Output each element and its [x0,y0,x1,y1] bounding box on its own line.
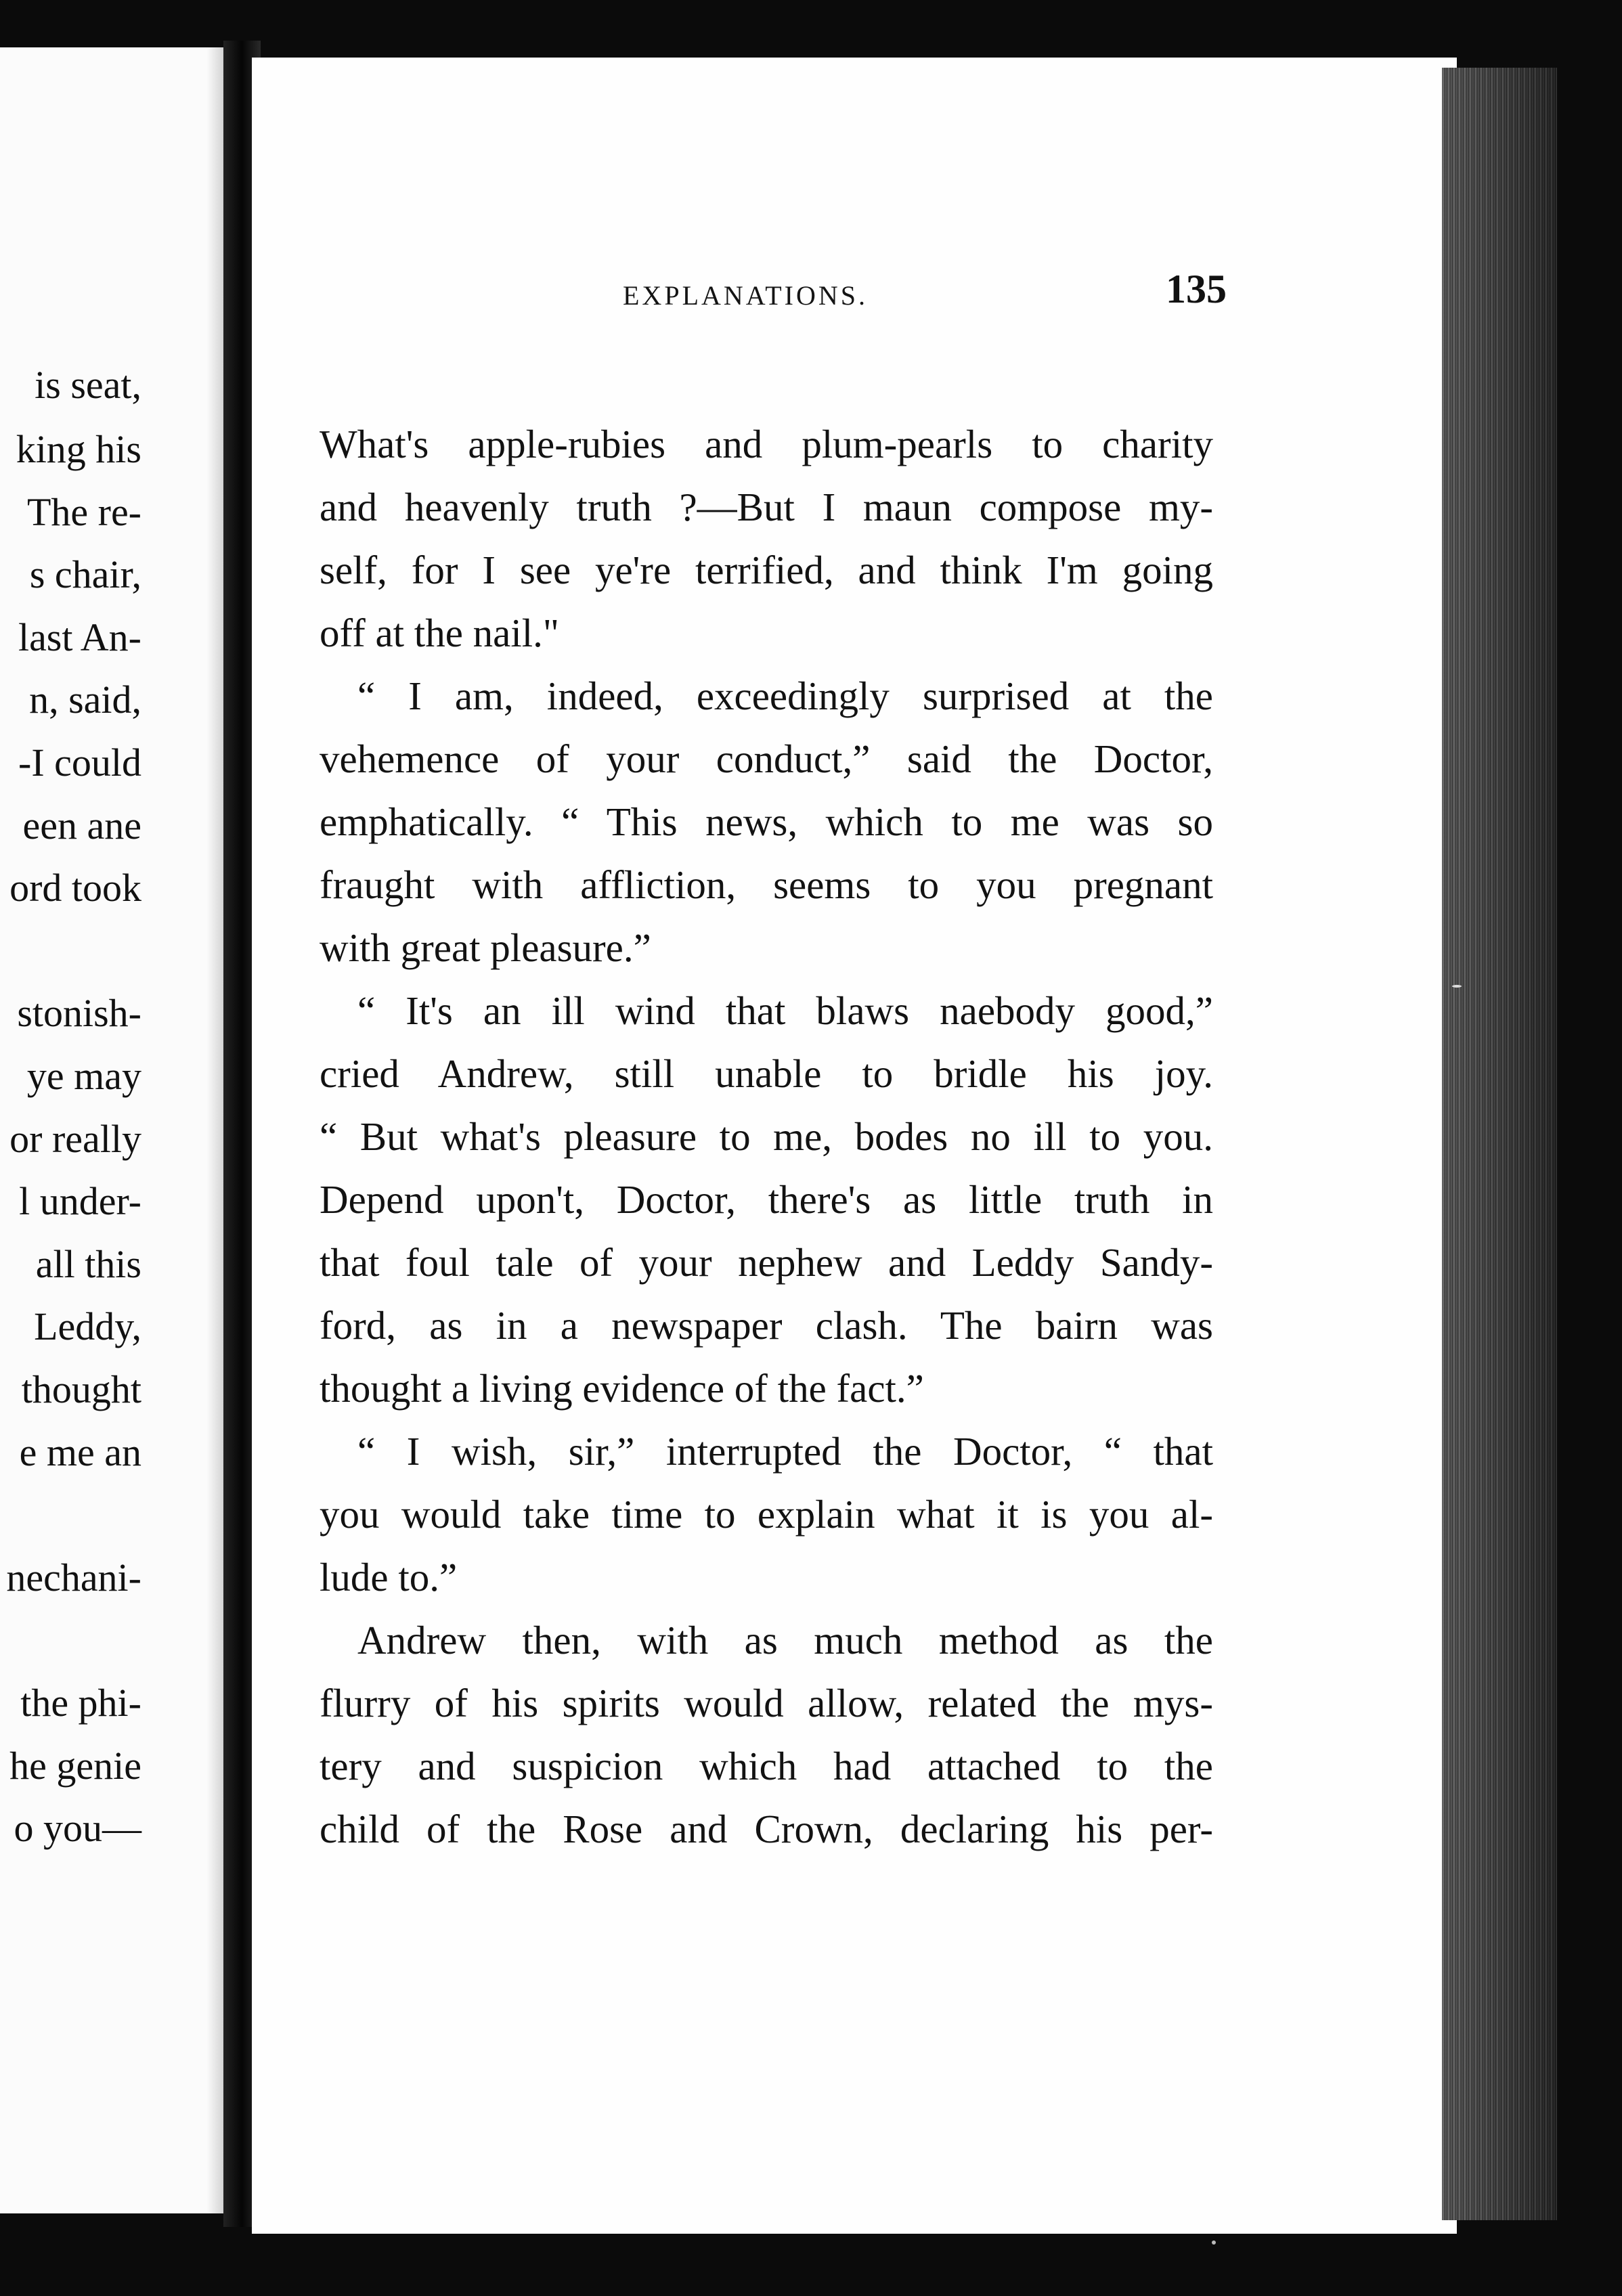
left-page-line: s chair, [29,552,141,596]
left-page-line: thought [21,1367,141,1411]
left-page-line: he genie [9,1744,141,1788]
text-line: and heavenly truth ?—But I maun compose my- [320,485,1213,529]
text-line: self, for I see ye're terrified, and think I'm going [320,548,1213,592]
left-page-line: all this [35,1242,141,1286]
dust-speck [1212,2240,1216,2245]
left-page-line: or really [9,1117,141,1161]
text-line: tery and suspicion which had attached to the [320,1744,1213,1788]
left-page-line: Leddy, [34,1304,141,1348]
text-line: emphatically. “ This news, which to me was so [320,799,1213,844]
book-page-edges [1442,68,1557,2220]
left-page-line: o you— [14,1806,141,1850]
left-page-line: last An- [18,615,141,659]
text-line: child of the Rose and Crown, declaring his per- [320,1807,1213,1851]
text-line: flurry of his spirits would allow, related the mys- [320,1681,1213,1725]
dust-speck [1452,985,1462,988]
left-page-line: e me an [19,1430,141,1474]
text-line: thought a living evidence of the fact.” [320,1366,924,1411]
left-page-line: the phi- [20,1681,141,1725]
text-line: Depend upon't, Doctor, there's as little truth in [320,1177,1213,1222]
left-page-line: l under- [19,1179,141,1223]
left-page-line: ord took [9,866,141,910]
left-page-line: stonish- [17,991,141,1035]
text-line: lude to.” [320,1555,458,1599]
text-line: “ I am, indeed, exceedingly surprised at the [357,674,1213,718]
left-page-line: is seat, [35,363,141,407]
current-page [252,58,1457,2234]
left-page-line: The re- [26,490,141,534]
text-line: ford, as in a newspaper clash. The bairn was [320,1303,1213,1348]
text-line: that foul tale of your nephew and Leddy Sandy- [320,1240,1213,1285]
text-line: vehemence of your conduct,” said the Doctor, [320,736,1213,781]
left-page-line: n, said, [29,678,141,722]
text-line: off at the nail." [320,611,559,655]
running-head: EXPLANATIONS. [623,280,868,311]
left-page-line: een ane [22,803,141,847]
text-line: cried Andrew, still unable to bridle his joy. [320,1051,1213,1096]
text-line: “ But what's pleasure to me, bodes no ill to you. [320,1114,1213,1159]
previous-page [0,47,234,2213]
text-line: What's apple-rubies and plum-pearls to charity [320,422,1213,466]
left-page-line: king his [16,427,141,471]
page-number: 135 [1166,267,1227,311]
left-page-line: -I could [18,741,141,785]
text-line: with great pleasure.” [320,925,651,970]
text-line: “ It's an ill wind that blaws naebody good,” [357,988,1213,1033]
left-page-line: nechani- [6,1555,141,1599]
text-line: you would take time to explain what it is you al- [320,1492,1213,1537]
text-line: “ I wish, sir,” interrupted the Doctor, “ that [357,1429,1213,1474]
left-page-line: ye may [26,1054,141,1098]
text-line: fraught with affliction, seems to you pregnant [320,862,1213,907]
text-line: Andrew then, with as much method as the [357,1618,1213,1662]
